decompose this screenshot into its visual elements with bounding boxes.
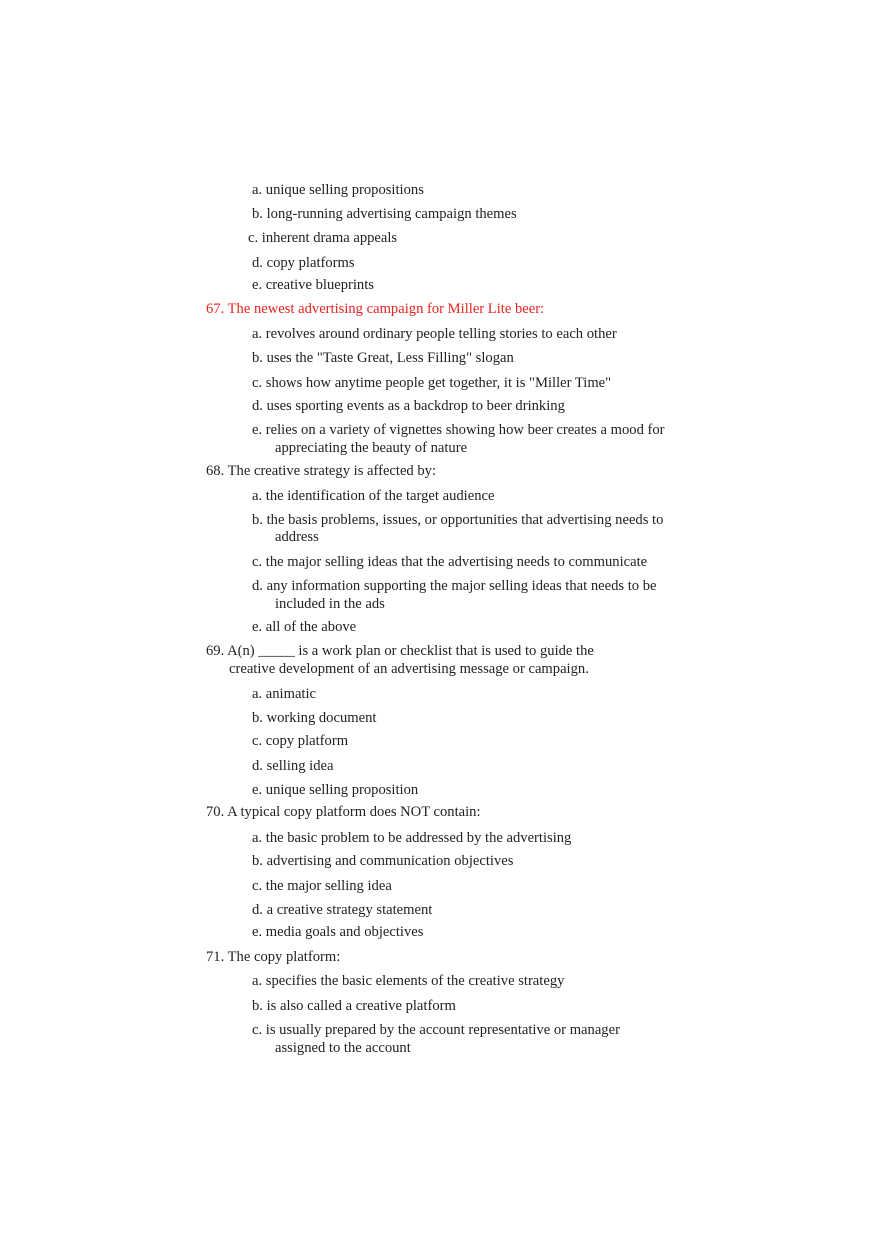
- q68-option-b: b. the basis problems, issues, or opportunities that advertising needs to: [252, 512, 664, 528]
- prev-option-d: d. copy platforms: [252, 255, 355, 271]
- q68-option-b-cont: address: [275, 529, 319, 545]
- q71-option-c: c. is usually prepared by the account representative or manager: [252, 1022, 620, 1038]
- q70-option-d: d. a creative strategy statement: [252, 902, 433, 918]
- q70-option-b: b. advertising and communication objectives: [252, 853, 514, 869]
- q68-option-c: c. the major selling ideas that the advertising needs to communicate: [252, 554, 648, 570]
- q68-stem: 68. The creative strategy is affected by:: [206, 463, 437, 479]
- q67-option-e: e. relies on a variety of vignettes showing how beer creates a mood for: [252, 422, 665, 438]
- q67-option-e-cont: appreciating the beauty of nature: [275, 440, 468, 456]
- q69-option-a: a. animatic: [252, 686, 317, 702]
- q69-stem-cont: creative development of an advertising message or campaign.: [229, 661, 589, 677]
- q71-option-c-cont: assigned to the account: [275, 1040, 411, 1056]
- q69-option-e: e. unique selling proposition: [252, 782, 419, 798]
- q67-option-c: c. shows how anytime people get together, it is "Miller Time": [252, 375, 612, 391]
- prev-option-b: b. long-running advertising campaign themes: [252, 206, 517, 222]
- q70-option-e: e. media goals and objectives: [252, 924, 424, 940]
- q68-option-d: d. any information supporting the major selling ideas that needs to be: [252, 578, 657, 594]
- prev-option-a: a. unique selling propositions: [252, 182, 424, 198]
- q68-option-e: e. all of the above: [252, 619, 357, 635]
- q68-option-d-cont: included in the ads: [275, 596, 385, 612]
- q70-option-a: a. the basic problem to be addressed by the advertising: [252, 830, 572, 846]
- q71-option-b: b. is also called a creative platform: [252, 998, 456, 1014]
- q67-option-b: b. uses the "Taste Great, Less Filling" slogan: [252, 350, 514, 366]
- q69-option-b: b. working document: [252, 710, 377, 726]
- q70-stem: 70. A typical copy platform does NOT contain:: [206, 804, 481, 820]
- q69-option-d: d. selling idea: [252, 758, 334, 774]
- q70-option-c: c. the major selling idea: [252, 878, 392, 894]
- q69-stem: 69. A(n) _____ is a work plan or checklist that is used to guide the: [206, 643, 594, 659]
- q71-option-a: a. specifies the basic elements of the creative strategy: [252, 973, 565, 989]
- q67-option-d: d. uses sporting events as a backdrop to beer drinking: [252, 398, 565, 414]
- prev-option-c: c. inherent drama appeals: [248, 230, 398, 246]
- q67-option-a: a. revolves around ordinary people telling stories to each other: [252, 326, 617, 342]
- q68-option-a: a. the identification of the target audience: [252, 488, 495, 504]
- q67-stem: 67. The newest advertising campaign for Miller Lite beer:: [206, 301, 545, 317]
- q69-option-c: c. copy platform: [252, 733, 349, 749]
- q71-stem: 71. The copy platform:: [206, 949, 341, 965]
- prev-option-e: e. creative blueprints: [252, 277, 374, 293]
